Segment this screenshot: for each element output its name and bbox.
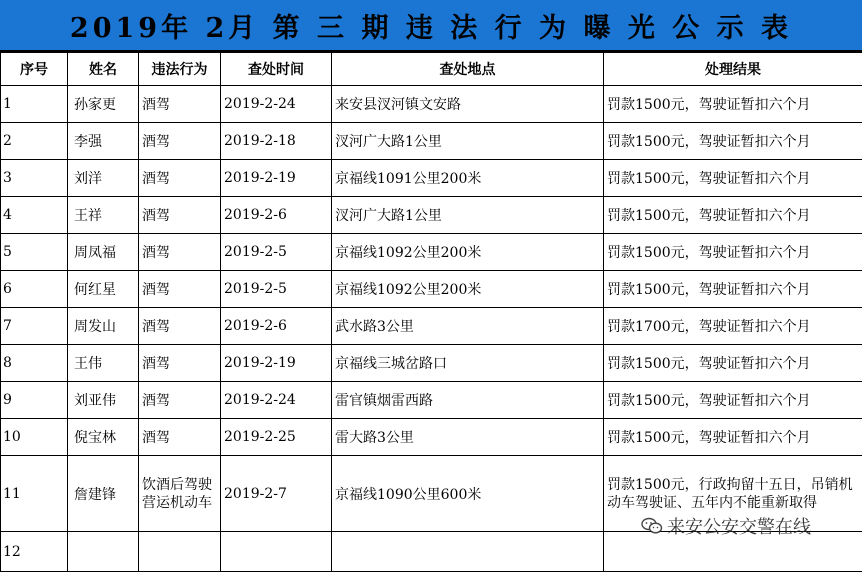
cell-name: 詹建锋 xyxy=(68,456,139,532)
cell-name: 周凤福 xyxy=(68,234,139,271)
cell-violation: 酒驾 xyxy=(139,234,221,271)
cell-seq: 11 xyxy=(1,456,68,532)
cell-result: 罚款1500元，驾驶证暂扣六个月 xyxy=(604,345,862,382)
cell-seq: 5 xyxy=(1,234,68,271)
cell-name xyxy=(68,532,139,572)
cell-name: 王祥 xyxy=(68,197,139,234)
cell-location xyxy=(332,532,604,572)
cell-result: 罚款1500元，行政拘留十五日，吊销机动车驾驶证、五年内不能重新取得 xyxy=(604,456,862,532)
table-body xyxy=(1,86,862,572)
cell-violation: 酒驾 xyxy=(139,160,221,197)
cell-seq: 3 xyxy=(1,160,68,197)
wechat-icon xyxy=(641,517,663,535)
table-row xyxy=(1,271,862,308)
header-result: 处理结果 xyxy=(604,53,862,86)
header-row xyxy=(1,53,862,86)
table-row xyxy=(1,123,862,160)
cell-seq: 9 xyxy=(1,382,68,419)
cell-date: 2019-2-7 xyxy=(221,456,332,532)
cell-date: 2019-2-19 xyxy=(221,160,332,197)
title-bar xyxy=(0,0,862,52)
table-row xyxy=(1,160,862,197)
watermark xyxy=(641,513,811,539)
header-violation: 违法行为 xyxy=(139,53,221,86)
cell-result: 罚款1700元，驾驶证暂扣六个月 xyxy=(604,308,862,345)
cell-date: 2019-2-24 xyxy=(221,86,332,123)
violation-table xyxy=(0,52,862,572)
cell-violation: 酒驾 xyxy=(139,197,221,234)
cell-violation: 酒驾 xyxy=(139,382,221,419)
cell-violation: 酒驾 xyxy=(139,271,221,308)
cell-seq: 7 xyxy=(1,308,68,345)
cell-result: 罚款1500元，驾驶证暂扣六个月 xyxy=(604,86,862,123)
table-row xyxy=(1,382,862,419)
cell-result: 罚款1500元，驾驶证暂扣六个月 xyxy=(604,234,862,271)
cell-location: 雷大路3公里 xyxy=(332,419,604,456)
cell-location: 汊河广大路1公里 xyxy=(332,123,604,160)
table-row xyxy=(1,86,862,123)
cell-date: 2019-2-6 xyxy=(221,197,332,234)
cell-violation xyxy=(139,532,221,572)
header-name: 姓名 xyxy=(68,53,139,86)
cell-seq: 8 xyxy=(1,345,68,382)
cell-location: 雷官镇烟雷西路 xyxy=(332,382,604,419)
cell-result: 罚款1500元，驾驶证暂扣六个月 xyxy=(604,160,862,197)
cell-name: 刘亚伟 xyxy=(68,382,139,419)
cell-date: 2019-2-5 xyxy=(221,271,332,308)
cell-date xyxy=(221,532,332,572)
cell-result: 罚款1500元，驾驶证暂扣六个月 xyxy=(604,197,862,234)
cell-name: 王伟 xyxy=(68,345,139,382)
page-title: 2019年 2月 第 三 期 违 法 行 为 曝 光 公 示 表 xyxy=(70,6,792,45)
table-row xyxy=(1,419,862,456)
cell-result: 罚款1500元，驾驶证暂扣六个月 xyxy=(604,419,862,456)
cell-name: 倪宝林 xyxy=(68,419,139,456)
cell-date: 2019-2-6 xyxy=(221,308,332,345)
cell-name: 何红星 xyxy=(68,271,139,308)
cell-violation: 酒驾 xyxy=(139,123,221,160)
cell-location: 京福线1092公里200米 xyxy=(332,271,604,308)
cell-seq: 4 xyxy=(1,197,68,234)
table-row xyxy=(1,234,862,271)
cell-date: 2019-2-19 xyxy=(221,345,332,382)
cell-date: 2019-2-25 xyxy=(221,419,332,456)
cell-date: 2019-2-18 xyxy=(221,123,332,160)
cell-name: 周发山 xyxy=(68,308,139,345)
cell-location: 汊河广大路1公里 xyxy=(332,197,604,234)
table-row xyxy=(1,345,862,382)
cell-name: 刘洋 xyxy=(68,160,139,197)
cell-location: 京福线1091公里200米 xyxy=(332,160,604,197)
header-seq: 序号 xyxy=(1,53,68,86)
header-location: 查处地点 xyxy=(332,53,604,86)
cell-location: 武水路3公里 xyxy=(332,308,604,345)
cell-name: 李强 xyxy=(68,123,139,160)
cell-result: 罚款1500元，驾驶证暂扣六个月 xyxy=(604,271,862,308)
cell-result: 罚款1500元，驾驶证暂扣六个月 xyxy=(604,123,862,160)
cell-violation: 酒驾 xyxy=(139,419,221,456)
cell-name: 孙家更 xyxy=(68,86,139,123)
watermark-text: 来安公安交警在线 xyxy=(667,513,811,539)
cell-result: 罚款1500元，驾驶证暂扣六个月 xyxy=(604,382,862,419)
cell-date: 2019-2-24 xyxy=(221,382,332,419)
cell-date: 2019-2-5 xyxy=(221,234,332,271)
cell-location: 京福线三城岔路口 xyxy=(332,345,604,382)
table-row xyxy=(1,197,862,234)
cell-location: 京福线1092公里200米 xyxy=(332,234,604,271)
cell-violation: 酒驾 xyxy=(139,86,221,123)
cell-seq: 2 xyxy=(1,123,68,160)
cell-seq: 6 xyxy=(1,271,68,308)
header-date: 查处时间 xyxy=(221,53,332,86)
cell-seq: 1 xyxy=(1,86,68,123)
cell-violation: 饮酒后驾驶营运机动车 xyxy=(139,456,221,532)
cell-location: 来安县汊河镇文安路 xyxy=(332,86,604,123)
cell-violation: 酒驾 xyxy=(139,345,221,382)
table-row xyxy=(1,308,862,345)
cell-location: 京福线1090公里600米 xyxy=(332,456,604,532)
cell-seq: 12 xyxy=(1,532,68,572)
cell-seq: 10 xyxy=(1,419,68,456)
cell-violation: 酒驾 xyxy=(139,308,221,345)
